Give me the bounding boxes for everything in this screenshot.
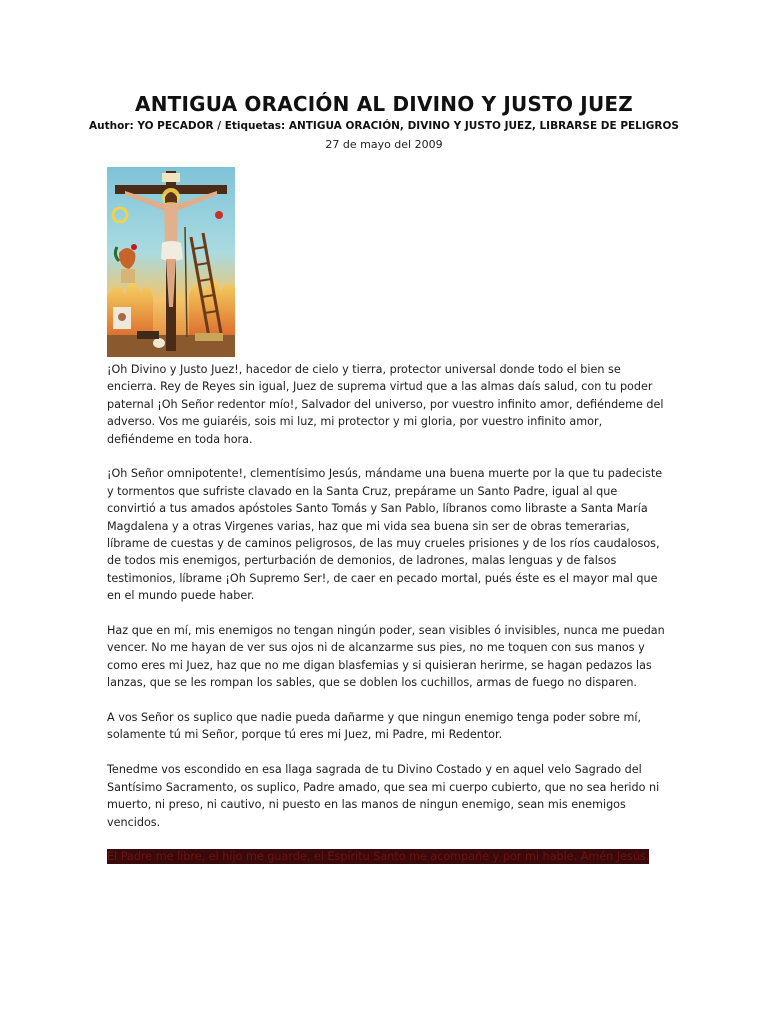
author-link[interactable]: YO PECADOR xyxy=(137,120,214,132)
post-meta: Author: YO PECADOR / Etiquetas: ANTIGUA ORACIÓN, DIVINO Y JUSTO JUEZ, LIBRARSE DE PELIGROS xyxy=(89,120,679,132)
page-title: ANTIGUA ORACIÓN AL DIVINO Y JUSTO JUEZ xyxy=(135,92,633,116)
tag-link[interactable]: DIVINO Y JUSTO JUEZ xyxy=(407,120,532,132)
author-label: Author: xyxy=(89,120,134,132)
prayer-paragraph: A vos Señor os suplico que nadie pueda dañarme y que ningun enemigo tenga poder sobre mí, solamente tú mi Señor, porque tú eres mi Juez, mi Padre, mi Redentor. xyxy=(107,711,642,742)
tags-label: / Etiquetas: xyxy=(217,120,286,132)
tag-link[interactable]: LIBRARSE DE PELIGROS xyxy=(539,120,679,132)
crucifix-illustration xyxy=(107,167,235,357)
tag-link[interactable]: ANTIGUA ORACIÓN xyxy=(288,120,400,132)
closing-blessing: El Padre me libre, el hijo me guarde, el Espíritu Santo me acompañe y por mi hable. Amén Jesús. xyxy=(107,850,650,864)
post-date: 27 de mayo del 2009 xyxy=(325,138,443,151)
prayer-body xyxy=(107,361,667,883)
prayer-paragraph: ¡Oh Señor omnipotente!, clementísimo Jesús, mándame una buena muerte por la que tu padeciste y tormentos que sufriste clavado en la Santa Cruz, prepárame un Santo Padre, igual al que convirtió a tus amados apóstoles Santo Tomás y San Pablo, líbranos como libraste a Santa María Magdalena y a otras Virgenes varias, haz que mi vida sea buena sin ser de obras temerarias, líbrame de cuestas y de caminos peligrosos, de las muy crueles prisiones y de los ríos caudalosos, de todos mis enemigos, perturbación de demonios, de ladrones, malas lenguas y de falsos testimonios, líbrame ¡Oh Supremo Ser!, de caer en pecado mortal, pués éste es el mayor mal que en el mundo puede haber. xyxy=(107,467,663,603)
prayer-paragraph: Tenedme vos escondido en esa llaga sagrada de tu Divino Costado y en aquel velo Sagrado del Santísimo Sacramento, os suplico, Padre amado, que sea mi cuerpo cubierto, que no sea herido ni muerto, ni preso, ni cautivo, ni puesto en las manos de ningun enemigo, sean mis enemigos vencidos. xyxy=(107,763,660,829)
prayer-paragraph: Haz que en mí, mis enemigos no tengan ningún poder, sean visibles ó invisibles, nunca me puedan vencer. No me hayan de ver sus ojos ni de alcanzarme sus pies, no me toquen con sus manos y como eres mi Juez, haz que no me digan blasfemias y si quisieran herirme, se hagan pedazos las lanzas, que se les rompan los sables, que se doblen los cuchillos, armas de fuego no disparen. xyxy=(107,624,665,690)
prayer-paragraph: ¡Oh Divino y Justo Juez!, hacedor de cielo y tierra, protector universal donde todo el bien se encierra. Rey de Reyes sin igual, Juez de suprema virtud que a las almas daís salud, con tu poder paternal ¡Oh Señor redentor mío!, Salvador del universo, por vuestro infinito amor, defiéndeme del adverso. Vos me guiaréis, sois mi luz, mi protector y mi gloria, por vuestro infinito amor, defiéndeme en toda hora. xyxy=(107,363,664,446)
